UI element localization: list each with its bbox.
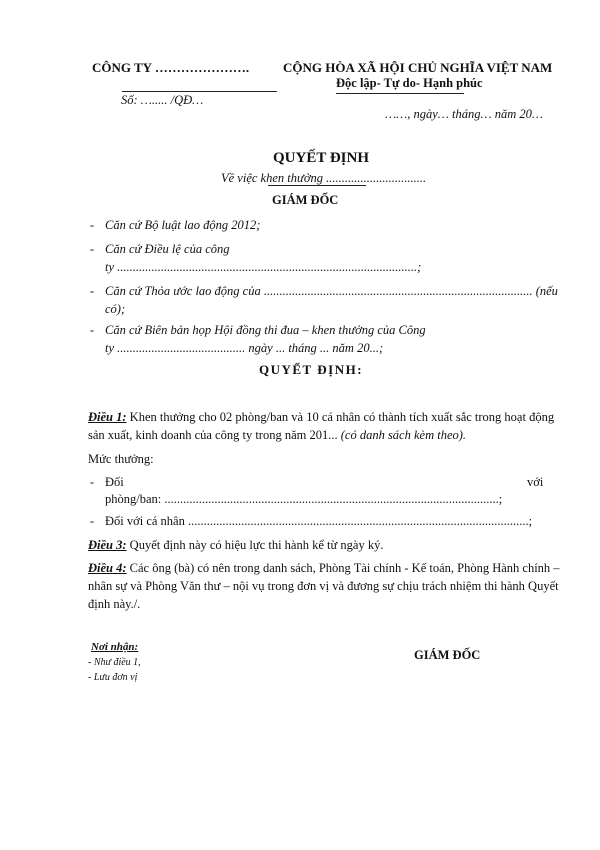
dash: -: [90, 242, 95, 256]
article-1-text: Khen thưởng cho 02 phòng/ban và 10 cá nhân có thành tích xuất sắc trong hoạt động: [126, 410, 555, 424]
basis-labor-code: Căn cứ Bộ luật lao động 2012;: [105, 218, 261, 232]
dash: -: [90, 323, 95, 337]
subject-underline: [268, 185, 366, 186]
dash: -: [90, 284, 95, 298]
article-1-line1: [88, 410, 554, 425]
decides-heading: QUYẾT ĐỊNH:: [259, 362, 364, 377]
national-motto: Độc lập- Tự do- Hạnh phúc: [336, 76, 483, 90]
article-4-line2: nhân sự và Phòng Văn thư – nội vụ trong đơn vị và đương sự chịu trách nhiệm thi hành Quyết: [88, 579, 559, 593]
reward-dept-word: Đối: [105, 475, 124, 489]
signer-title: GIÁM ĐỐC: [414, 648, 481, 662]
dash: -: [90, 475, 95, 489]
reward-level: Mức thưởng:: [88, 452, 154, 466]
basis-minutes-line1: Căn cứ Biên bản họp Hội đồng thi đua – khen thưởng của Công: [105, 323, 426, 337]
article-4-text: Các ông (bà) có nên trong danh sách, Phòng Tài chính - Kế toán, Phòng Hành chính –: [126, 561, 560, 575]
motto-underline: [336, 93, 464, 94]
recipients-label: Nơi nhận:: [91, 641, 139, 653]
recipient-item: - Như điều 1,: [88, 657, 141, 668]
article-3: [88, 538, 383, 553]
reward-dept-right: với: [527, 475, 544, 489]
article-1-note: (có danh sách kèm theo).: [340, 428, 467, 442]
document-subject: Về việc khen thưởng ................................: [221, 171, 427, 185]
basis-agreement-line2: có);: [105, 302, 126, 316]
basis-minutes-line2: ty ......................................... ngày ... tháng ... năm 20...;: [105, 341, 384, 355]
reward-individual: Đối với cá nhân .............................................................................................................;: [105, 514, 533, 528]
basis-agreement-line1: Căn cứ Thỏa ước lao động của ...................................................................................... (nếu: [105, 284, 558, 298]
article-3-text: Quyết định này có hiệu lực thi hành kể từ ngày ký.: [126, 538, 384, 552]
company-underline: [122, 91, 277, 92]
basis-charter-line1: Căn cứ Điều lệ của công: [105, 242, 230, 256]
article-4-label: Điều 4:: [88, 561, 127, 575]
article-1-text-2: sản xuất, kinh doanh của công ty trong năm 201...: [88, 428, 341, 442]
company-name: CÔNG TY ………………….: [92, 60, 250, 75]
article-4-line1: [88, 561, 560, 576]
reward-dept-line2: phòng/ban: ...........................................................................................................;: [105, 492, 503, 506]
basis-charter-line2: ty ................................................................................................;: [105, 260, 422, 274]
article-1-line2: [88, 428, 466, 443]
document-title: QUYẾT ĐỊNH: [273, 150, 369, 166]
decision-number: Số: …..... /QĐ…: [121, 93, 204, 107]
nation-name: CỘNG HÒA XÃ HỘI CHỦ NGHĨA VIỆT NAM: [283, 60, 553, 75]
article-1-label: Điều 1:: [88, 410, 127, 424]
article-3-label: Điều 3:: [88, 538, 127, 552]
article-4-line3: định này./.: [88, 597, 141, 611]
recipient-item: - Lưu đơn vị: [88, 672, 138, 683]
date-line: ……, ngày… tháng… năm 20…: [385, 107, 543, 121]
dash: -: [90, 218, 95, 232]
dash: -: [90, 514, 95, 528]
authority-heading: GIÁM ĐỐC: [272, 193, 339, 207]
